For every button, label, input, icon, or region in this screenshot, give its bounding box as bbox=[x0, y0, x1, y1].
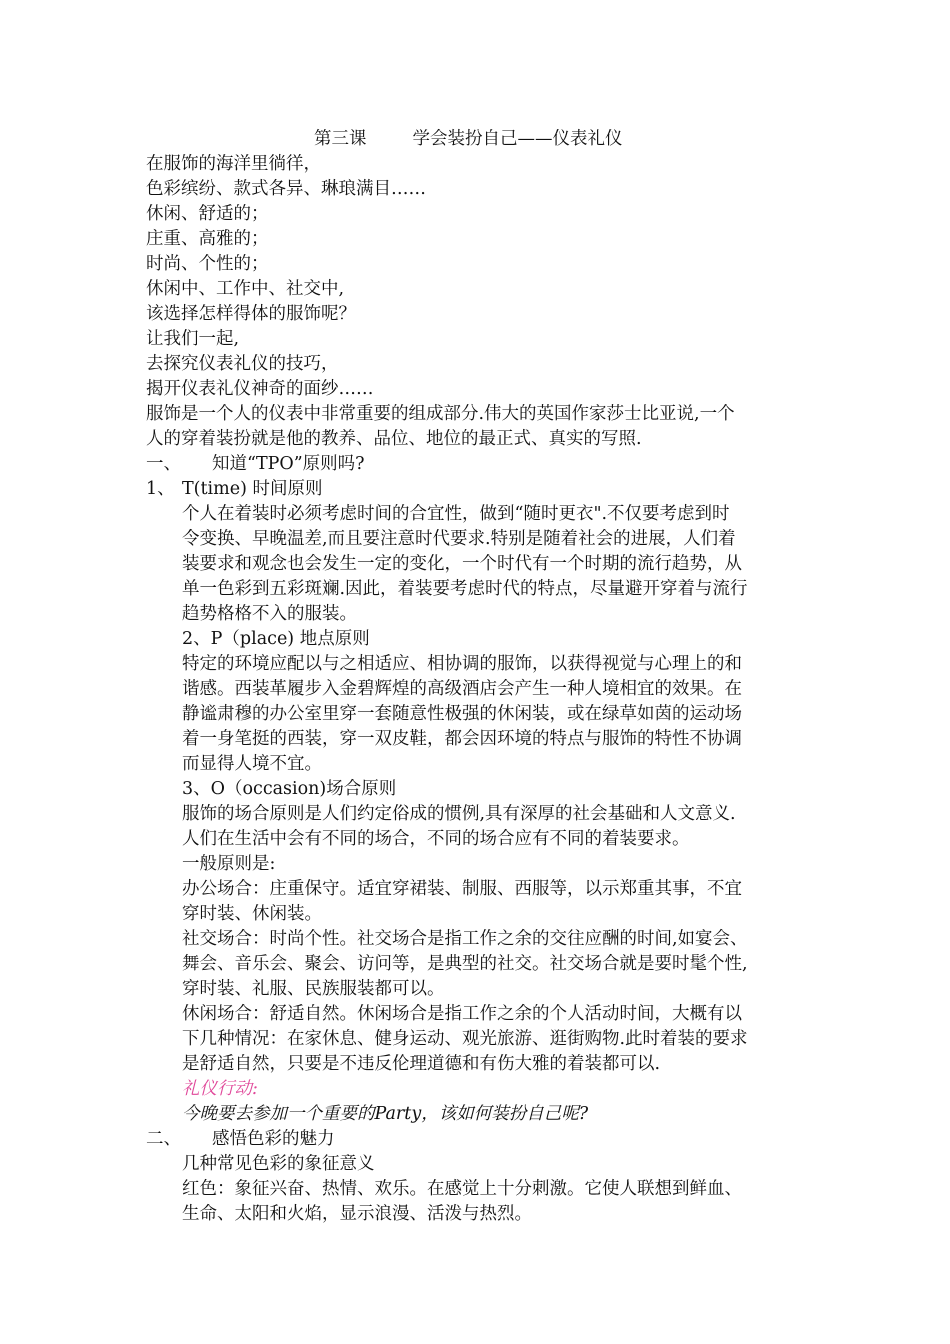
paragraph-line: 人们在生活中会有不同的场合，不同的场合应有不同的着装要求。 bbox=[182, 829, 690, 849]
paragraph-line: 社交场合：时尚个性。社交场合是指工作之余的交往应酬的时间,如宴会、 bbox=[182, 929, 748, 949]
paragraph-line: 趋势格格不入的服装。 bbox=[182, 604, 357, 624]
intro-line: 该选择怎样得体的服饰呢？ bbox=[146, 304, 356, 324]
section-title: 知道“TPO”原则吗? bbox=[212, 454, 365, 474]
paragraph-line: 谐感。西装革履步入金碧辉煌的高级酒店会产生一种人境相宜的效果。在 bbox=[182, 679, 742, 699]
intro-line: 休闲、舒适的； bbox=[146, 204, 269, 224]
paragraph-line: 着一身笔挺的西装，穿一双皮鞋，都会因环境的特点与服饰的特性不协调 bbox=[182, 729, 742, 749]
paragraph-line: 舞会、音乐会、聚会、访问等，是典型的社交。社交场合就是要时髦个性, bbox=[182, 954, 748, 974]
paragraph-line: 个人在着装时必须考虑时间的合宜性，做到“随时更衣".不仅要考虑到时 bbox=[182, 504, 730, 524]
paragraph-line: 服饰是一个人的仪表中非常重要的组成部分.伟大的英国作家莎士比亚说,一个 bbox=[146, 404, 735, 424]
intro-line: 休闲中、工作中、社交中, bbox=[146, 279, 345, 299]
intro-line: 色彩缤纷、款式各异、琳琅满目…… bbox=[146, 179, 426, 199]
paragraph-line: 服饰的场合原则是人们约定俗成的惯例,具有深厚的社会基础和人文意义. bbox=[182, 804, 736, 824]
paragraph-line: 几种常见色彩的象征意义 bbox=[182, 1154, 375, 1174]
paragraph-line: 是舒适自然，只要是不违反伦理道德和有伤大雅的着装都可以. bbox=[182, 1054, 661, 1074]
paragraph-line: 红色：象征兴奋、热情、欢乐。在感觉上十分刺激。它使人联想到鲜血、 bbox=[182, 1179, 742, 1199]
paragraph-line: 单一色彩到五彩斑斓.因此，着装要考虑时代的特点，尽量避开穿着与流行 bbox=[182, 579, 748, 599]
section-number: 二、 bbox=[146, 1129, 181, 1149]
intro-line: 庄重、高雅的； bbox=[146, 229, 269, 249]
paragraph-line: 令变换、早晚温差,而且要注意时代要求.特别是随着社会的进展，人们着 bbox=[182, 529, 736, 549]
subsection-title: 3、O（occasion)场合原则 bbox=[182, 779, 397, 799]
paragraph-line: 人的穿着装扮就是他的教养、品位、地位的最正式、真实的写照. bbox=[146, 429, 642, 449]
subsection-title: T(time) 时间原则 bbox=[182, 479, 323, 499]
section-heading bbox=[146, 452, 181, 476]
section-number: 一、 bbox=[146, 454, 181, 474]
title-lesson-name: 学会装扮自己——仪表礼仪 bbox=[412, 129, 623, 149]
subsection-number: 1、 bbox=[146, 479, 175, 499]
page-title bbox=[314, 127, 623, 151]
subsection-title: 2、P（place) 地点原则 bbox=[182, 629, 370, 649]
paragraph-line: 一般原则是: bbox=[182, 854, 276, 874]
paragraph-line: 生命、太阳和火焰，显示浪漫、活泼与热烈。 bbox=[182, 1204, 532, 1224]
intro-line: 时尚、个性的； bbox=[146, 254, 269, 274]
paragraph-line: 穿时装、休闲装。 bbox=[182, 904, 322, 924]
intro-line: 揭开仪表礼仪神奇的面纱…… bbox=[146, 379, 374, 399]
intro-line: 去探究仪表礼仪的技巧， bbox=[146, 354, 339, 374]
paragraph-line: 特定的环境应配以与之相适应、相协调的服饰，以获得视觉与心理上的和 bbox=[182, 654, 742, 674]
action-label: 礼仪行动: bbox=[182, 1079, 258, 1099]
intro-line: 在服饰的海洋里徜徉， bbox=[146, 154, 321, 174]
paragraph-line: 穿时装、礼服、民族服装都可以。 bbox=[182, 979, 445, 999]
section-title: 感悟色彩的魅力 bbox=[212, 1129, 335, 1149]
intro-line: 让我们一起, bbox=[146, 329, 240, 349]
paragraph-line: 休闲场合：舒适自然。休闲场合是指工作之余的个人活动时间，大概有以 bbox=[182, 1004, 742, 1024]
paragraph-line: 办公场合：庄重保守。适宜穿裙装、制服、西服等，以示郑重其事，不宜 bbox=[182, 879, 742, 899]
title-lesson-number: 第三课 bbox=[314, 129, 367, 149]
action-question: 今晚要去参加一个重要的Party，该如何装扮自己呢? bbox=[182, 1104, 589, 1124]
paragraph-line: 静谧肃穆的办公室里穿一套随意性极强的休闲装，或在绿草如茵的运动场 bbox=[182, 704, 742, 724]
paragraph-line: 而显得人境不宜。 bbox=[182, 754, 322, 774]
paragraph-line: 装要求和观念也会发生一定的变化，一个时代有一个时期的流行趋势，从 bbox=[182, 554, 742, 574]
paragraph-line: 下几种情况：在家休息、健身运动、观光旅游、逛街购物.此时着装的要求 bbox=[182, 1029, 748, 1049]
